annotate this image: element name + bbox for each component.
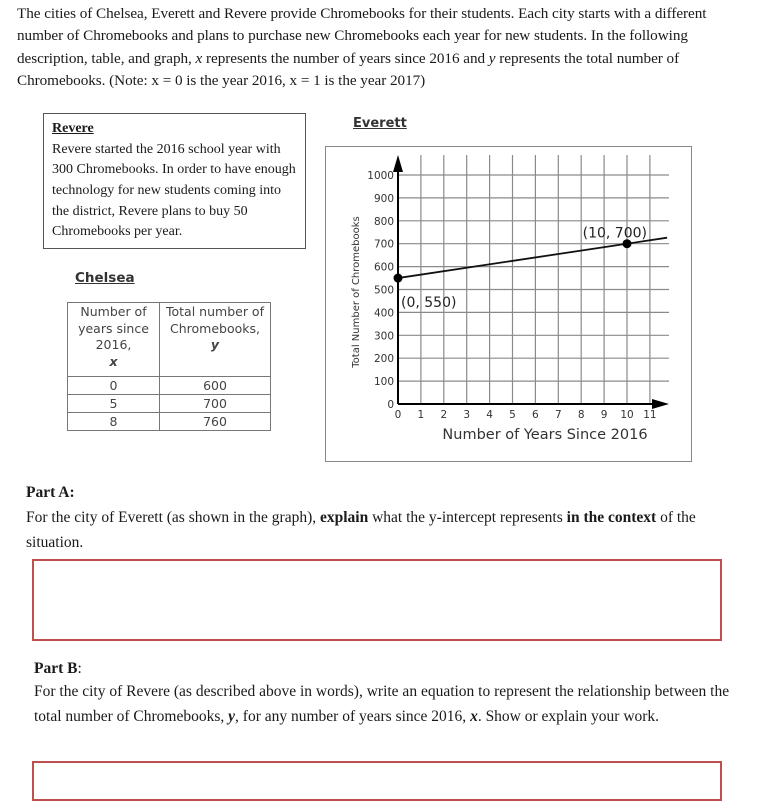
intro-text: represents the total number of Chromebooks. (Note: x = 0 is the year 2016, x = 1 is the year 2017) [17, 49, 680, 89]
svg-text:9: 9 [600, 409, 608, 421]
svg-text:(0, 550): (0, 550) [401, 295, 457, 312]
x-variable: x [195, 49, 203, 67]
svg-text:600: 600 [373, 261, 394, 274]
svg-text:4: 4 [486, 409, 493, 421]
x-axis-label: Number of Years Since 2016 [442, 427, 648, 443]
prompt-bold: explain [320, 509, 369, 526]
intro-text: represents the number of years since 2016 and [202, 49, 489, 67]
svg-text:7: 7 [554, 409, 562, 421]
grid-lines [398, 155, 669, 404]
svg-text:900: 900 [373, 192, 394, 205]
part-b-title [34, 657, 82, 682]
svg-text:200: 200 [373, 353, 394, 366]
part-a-answer-input[interactable] [34, 561, 720, 639]
svg-text:5: 5 [509, 409, 516, 421]
cell-y: 700 [160, 395, 271, 413]
svg-text:11: 11 [643, 409, 657, 421]
cell-y: 600 [160, 377, 271, 395]
cell-y: 760 [160, 413, 271, 431]
part-b-answer-input[interactable] [34, 763, 720, 799]
svg-text:100: 100 [373, 376, 394, 389]
svg-text:2: 2 [440, 409, 448, 421]
prompt-text: what the y-intercept represents [368, 509, 567, 526]
svg-text:500: 500 [373, 284, 394, 297]
part-b-prompt [34, 680, 749, 729]
prompt-text: of the situation. [26, 509, 696, 551]
svg-text:300: 300 [373, 330, 394, 343]
svg-text:(10, 700): (10, 700) [582, 225, 647, 242]
cell-x: 5 [68, 395, 160, 413]
part-a-title: Part A: [26, 484, 75, 501]
header-label: Number of years since 2016, [78, 304, 149, 352]
part-a-answer-box[interactable] [32, 559, 722, 641]
intro-text: The cities of Chelsea, Everett and Revere provide Chromebooks for their students. Each city starts with a different number of Chromebooks and plans to purchase new Chromebooks each year for new students. In the following description, table, and graph, [17, 5, 707, 67]
svg-text:0: 0 [387, 399, 394, 411]
prompt-text: , for any number of years since 2016, [235, 707, 471, 725]
part-a-prompt [26, 506, 751, 555]
prompt-bold: in the context [566, 509, 657, 526]
revere-description: Revere started the 2016 school year with 300 Chromebooks. In order to have enough technology for new students coming into the district, Revere plans to buy 50 Chromebooks per year. [52, 141, 296, 240]
prompt-text: For the city of Revere (as described above in words), write an equation to represent the relationship between the total number of Chromebooks, [34, 683, 730, 725]
part-b-colon: : [77, 660, 82, 677]
svg-text:0: 0 [394, 409, 402, 421]
cell-x: 8 [68, 413, 160, 431]
svg-text:8: 8 [577, 409, 585, 421]
part-b-answer-box[interactable] [32, 761, 722, 801]
prompt-text: For the city of Everett (as shown in the graph), [26, 509, 320, 526]
prompt-text: . Show or explain your work. [477, 707, 660, 725]
svg-text:1000: 1000 [367, 170, 394, 182]
part-b-title-text: Part B [34, 660, 78, 677]
x-axis-arrow-icon [652, 399, 669, 409]
everett-title: Everett [353, 116, 407, 131]
revere-title: Revere [52, 121, 94, 136]
y-axis-arrow-icon [393, 155, 403, 172]
y-axis-label: Total Number of Chromebooks [351, 216, 362, 368]
data-series [394, 226, 668, 311]
header-label: Total number of Chromebooks, [166, 304, 264, 336]
svg-text:6: 6 [532, 409, 539, 421]
chelsea-title: Chelsea [75, 270, 135, 286]
svg-text:800: 800 [373, 215, 394, 228]
svg-text:3: 3 [463, 409, 471, 421]
svg-text:1: 1 [417, 409, 425, 421]
y-variable: y [488, 49, 496, 67]
cell-x: 0 [68, 377, 160, 395]
svg-text:10: 10 [620, 409, 634, 421]
header-var: x [109, 353, 118, 369]
x-variable: x [470, 707, 478, 725]
header-var: y [210, 337, 220, 352]
y-variable: y [228, 707, 236, 725]
svg-text:400: 400 [373, 307, 394, 320]
svg-text:700: 700 [373, 238, 394, 251]
